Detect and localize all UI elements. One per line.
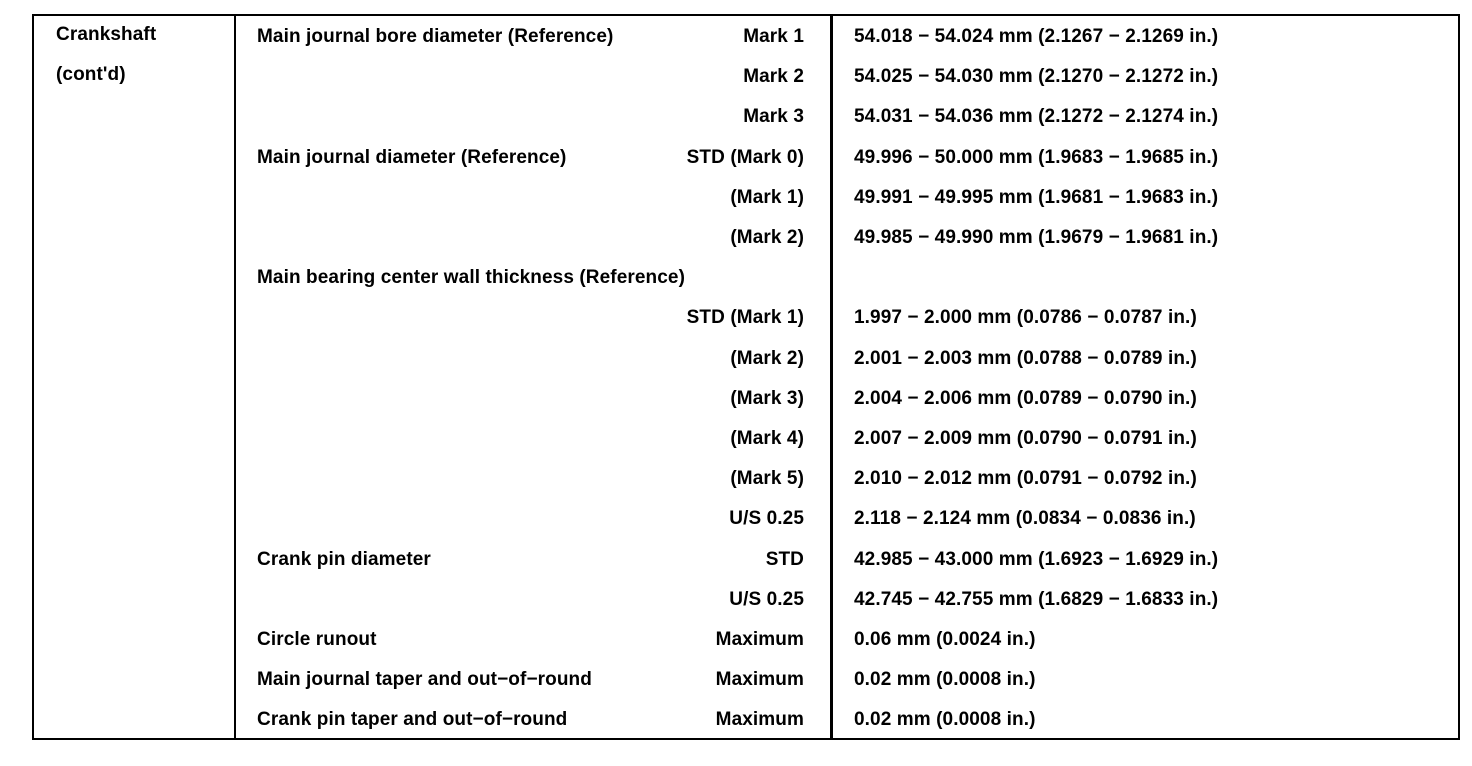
row-label: Main journal diameter (Reference) (257, 147, 567, 168)
row-qualifier: (Mark 2) (730, 227, 804, 248)
row-value: 2.118 − 2.124 mm (0.0834 − 0.0836 in.) (854, 508, 1196, 529)
row-value: 2.001 − 2.003 mm (0.0788 − 0.0789 in.) (854, 348, 1197, 369)
row-value: 54.031 − 54.036 mm (2.1272 − 2.1274 in.) (854, 106, 1219, 127)
row-qualifier: Maximum (715, 709, 804, 730)
row-qualifier: Mark 1 (743, 26, 804, 47)
spec-table (32, 14, 1460, 740)
row-value: 49.996 − 50.000 mm (1.9683 − 1.9685 in.) (854, 147, 1219, 168)
row-qualifier: (Mark 2) (730, 348, 804, 369)
row-value: 0.02 mm (0.0008 in.) (854, 669, 1036, 690)
row-qualifier: (Mark 1) (730, 187, 804, 208)
row-value: 2.007 − 2.009 mm (0.0790 − 0.0791 in.) (854, 428, 1197, 449)
row-qualifier: Mark 2 (743, 66, 804, 87)
row-qualifier: U/S 0.25 (729, 589, 804, 610)
category-name: Crankshaft (56, 24, 157, 45)
row-qualifier: STD (Mark 0) (686, 147, 804, 168)
row-value: 42.745 − 42.755 mm (1.6829 − 1.6833 in.) (854, 589, 1219, 610)
row-label: Main bearing center wall thickness (Reference) (257, 267, 686, 288)
row-qualifier: (Mark 4) (730, 428, 804, 449)
row-qualifier: Mark 3 (743, 106, 804, 127)
row-value: 54.025 − 54.030 mm (2.1270 − 2.1272 in.) (854, 66, 1219, 87)
row-qualifier: STD (765, 549, 804, 570)
row-value: 0.02 mm (0.0008 in.) (854, 709, 1036, 730)
row-label: Main journal bore diameter (Reference) (257, 26, 614, 47)
row-qualifier: Maximum (715, 669, 804, 690)
column-divider-1 (234, 16, 236, 738)
category-continued: (cont'd) (56, 64, 126, 85)
row-value: 49.991 − 49.995 mm (1.9681 − 1.9683 in.) (854, 187, 1219, 208)
row-qualifier: STD (Mark 1) (686, 307, 804, 328)
row-value: 54.018 − 54.024 mm (2.1267 − 2.1269 in.) (854, 26, 1219, 47)
row-label: Crank pin diameter (257, 549, 431, 570)
row-label: Circle runout (257, 629, 377, 650)
row-value: 0.06 mm (0.0024 in.) (854, 629, 1036, 650)
row-qualifier: U/S 0.25 (729, 508, 804, 529)
row-label: Main journal taper and out−of−round (257, 669, 592, 690)
row-value: 42.985 − 43.000 mm (1.6923 − 1.6929 in.) (854, 549, 1219, 570)
row-value: 1.997 − 2.000 mm (0.0786 − 0.0787 in.) (854, 307, 1197, 328)
column-divider-2 (830, 16, 833, 738)
row-value: 2.004 − 2.006 mm (0.0789 − 0.0790 in.) (854, 388, 1197, 409)
row-qualifier: (Mark 5) (730, 468, 804, 489)
row-value: 2.010 − 2.012 mm (0.0791 − 0.0792 in.) (854, 468, 1197, 489)
row-value: 49.985 − 49.990 mm (1.9679 − 1.9681 in.) (854, 227, 1219, 248)
row-qualifier: Maximum (715, 629, 804, 650)
row-label: Crank pin taper and out−of−round (257, 709, 568, 730)
row-qualifier: (Mark 3) (730, 388, 804, 409)
